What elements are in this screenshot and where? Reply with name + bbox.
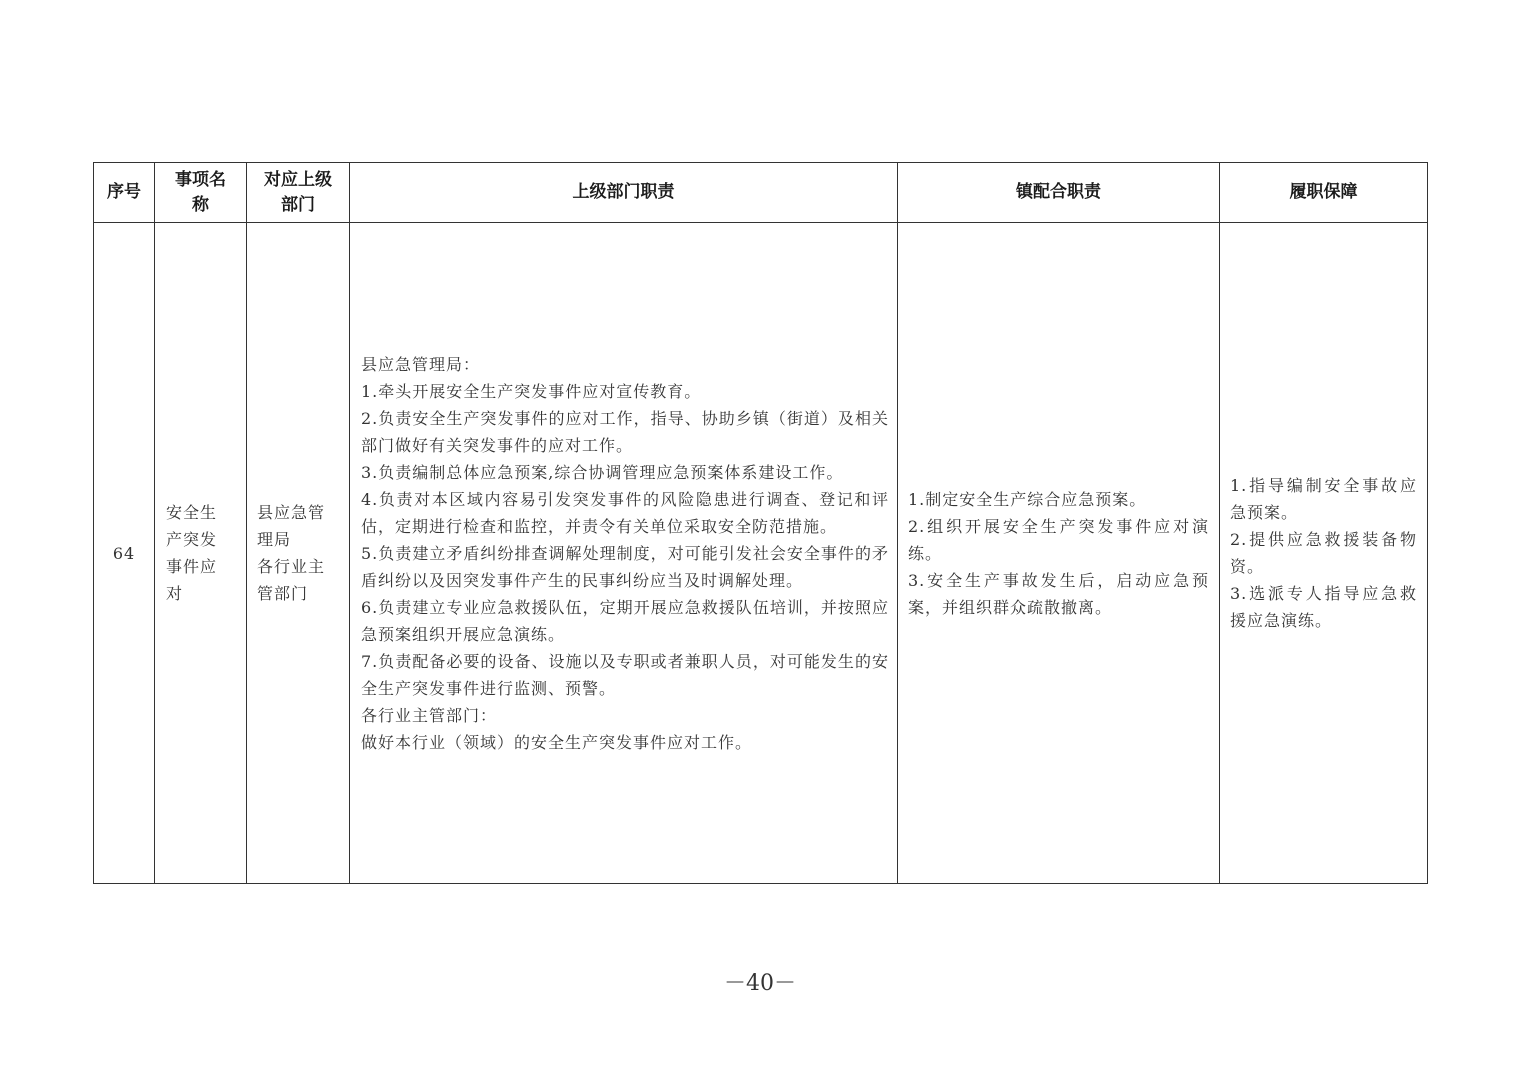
header-seq: 序号	[94, 163, 155, 223]
header-upper-dept: 对应上级部门	[247, 163, 350, 223]
duty-table	[93, 162, 1428, 884]
cell-seq: 64	[94, 223, 155, 884]
upper-duty-line: 5.负责建立矛盾纠纷排查调解处理制度，对可能引发社会安全事件的矛盾纠纷以及因突发事件产生的民事纠纷应当及时调解处理。	[361, 543, 889, 590]
upper-duty-line: 各行业主管部门：	[361, 705, 498, 725]
upper-duty-line: 4.负责对本区域内容易引发突发事件的风险隐患进行调查、登记和评估，定期进行检查和监控，并责令有关单位采取安全防范措施。	[361, 489, 889, 536]
upper-duty-line: 做好本行业（领域）的安全生产突发事件应对工作。	[361, 732, 753, 752]
upper-duty-line: 3.负责编制总体应急预案,综合协调管理应急预案体系建设工作。	[361, 462, 844, 482]
header-upper-duties: 上级部门职责	[350, 163, 898, 223]
upper-dept-line: 各行业主管部门	[257, 557, 326, 603]
upper-duty-line: 7.负责配备必要的设备、设施以及专职或者兼职人员，对可能发生的安全生产突发事件进行监测、预警。	[361, 651, 889, 698]
upper-duty-line: 1.牵头开展安全生产突发事件应对宣传教育。	[361, 381, 702, 401]
header-town-duties: 镇配合职责	[898, 163, 1220, 223]
cell-item-name: 安全生产突发事件应对	[155, 223, 247, 884]
cell-guarantee	[1220, 223, 1428, 884]
cell-town-duties	[898, 223, 1220, 884]
header-guarantee: 履职保障	[1220, 163, 1428, 223]
upper-duty-line: 2.负责安全生产突发事件的应对工作，指导、协助乡镇（街道）及相关部门做好有关突发事件的应对工作。	[361, 408, 889, 455]
table-row	[94, 223, 1428, 884]
town-duty-line: 1.制定安全生产综合应急预案。	[908, 489, 1147, 509]
guarantee-line: 3.选派专人指导应急救援应急演练。	[1230, 584, 1417, 630]
cell-upper-duties	[350, 223, 898, 884]
upper-duty-line: 县应急管理局：	[361, 354, 481, 374]
table-header-row	[94, 163, 1428, 223]
town-duty-line: 2.组织开展安全生产突发事件应对演练。	[908, 516, 1209, 563]
guarantee-line: 2.提供应急救援装备物资。	[1230, 530, 1417, 576]
page-number: －40－	[724, 971, 796, 996]
upper-duty-line: 6.负责建立专业应急救援队伍，定期开展应急救援队伍培训，并按照应急预案组织开展应急演练。	[361, 597, 889, 644]
town-duty-line: 3.安全生产事故发生后，启动应急预案，并组织群众疏散撤离。	[908, 570, 1209, 617]
guarantee-line: 1.指导编制安全事故应急预案。	[1230, 476, 1417, 522]
cell-upper-dept	[247, 223, 350, 884]
header-item-name: 事项名称	[155, 163, 247, 223]
upper-dept-line: 县应急管理局	[257, 503, 326, 549]
